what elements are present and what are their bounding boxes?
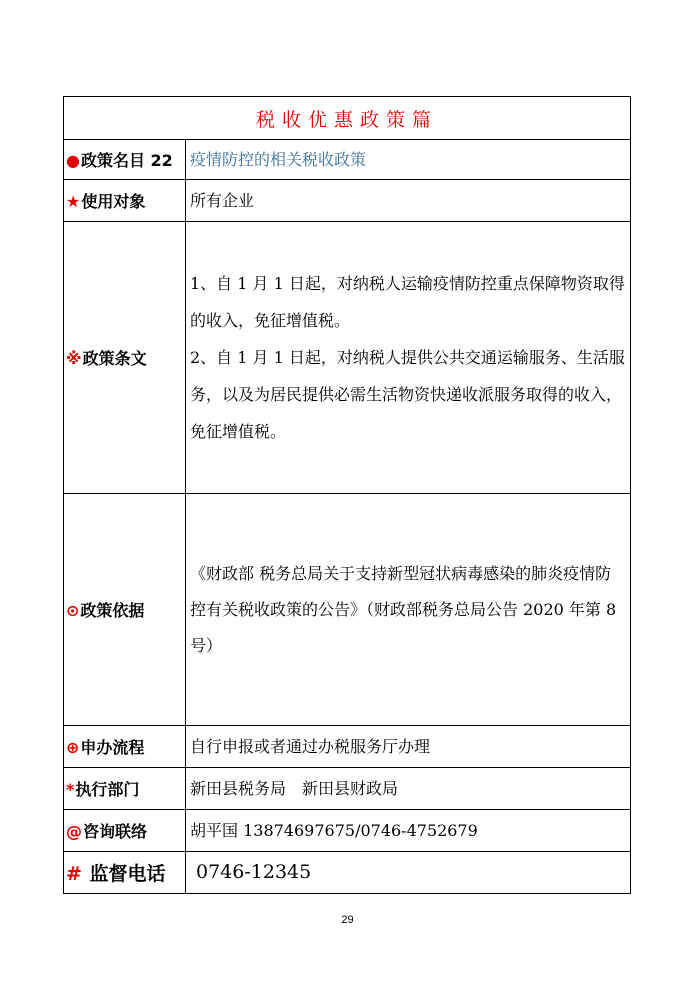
page-number: 29 [341, 914, 354, 926]
policy-table [63, 96, 631, 894]
at-sign-icon: @ [66, 822, 82, 841]
circled-dot-icon: ⊙ [66, 601, 80, 620]
contact-row [64, 810, 631, 852]
articles-label-cell [64, 222, 186, 494]
title-row [64, 97, 631, 140]
hotline-value: 0746-12345 [186, 852, 631, 894]
hotline-row [64, 852, 631, 894]
process-label-cell [64, 726, 186, 768]
department-row [64, 768, 631, 810]
article-2: 2、自 1 月 1 日起，对纳税人提供公共交通运输服务、生活服务，以及为居民提供必需生活物资快递收派服务取得的收入，免征增值税。 [190, 348, 625, 441]
table-title: 税收优惠政策篇 [64, 97, 631, 140]
basis-label: 政策依据 [80, 601, 145, 620]
policy-item-label-cell [64, 140, 186, 180]
policy-item-label: 政策名目 22 [80, 151, 173, 170]
hotline-label: 监督电话 [82, 863, 166, 885]
hash-icon: # [66, 863, 82, 885]
target-row [64, 180, 631, 222]
star-icon: ★ [66, 192, 81, 211]
articles-value-cell [186, 222, 631, 494]
process-label: 申办流程 [80, 738, 145, 757]
hotline-label-cell [64, 852, 186, 894]
contact-value: 胡平国 13874697675/0746-4752679 [186, 810, 631, 852]
red-dot-icon: ● [66, 151, 80, 170]
basis-value: 《财政部 税务总局关于支持新型冠状病毒感染的肺炎疫情防控有关税收政策的公告》（财政部税务总局公告 2020 年第 8 号） [190, 563, 617, 655]
basis-value-cell [186, 494, 631, 726]
policy-item-row [64, 140, 631, 180]
contact-label: 咨询联络 [83, 822, 148, 841]
contact-label-cell [64, 810, 186, 852]
reference-mark-icon: ※ [66, 349, 82, 368]
process-value: 自行申报或者通过办税服务厅办理 [186, 726, 631, 768]
circled-plus-icon: ⊕ [66, 738, 80, 757]
process-row [64, 726, 631, 768]
department-label-cell [64, 768, 186, 810]
basis-label-cell [64, 494, 186, 726]
article-1: 1、自 1 月 1 日起，对纳税人运输疫情防控重点保障物资取得的收入，免征增值税。 [190, 274, 625, 330]
target-value: 所有企业 [186, 180, 631, 222]
asterisk-icon: * [66, 780, 75, 799]
department-value: 新田县税务局 新田县财政局 [186, 768, 631, 810]
policy-item-value: 疫情防控的相关税收政策 [186, 140, 631, 180]
articles-label: 政策条文 [82, 349, 147, 368]
department-label: 执行部门 [75, 780, 140, 799]
basis-row [64, 494, 631, 726]
target-label: 使用对象 [81, 192, 146, 211]
articles-row [64, 222, 631, 494]
target-label-cell [64, 180, 186, 222]
